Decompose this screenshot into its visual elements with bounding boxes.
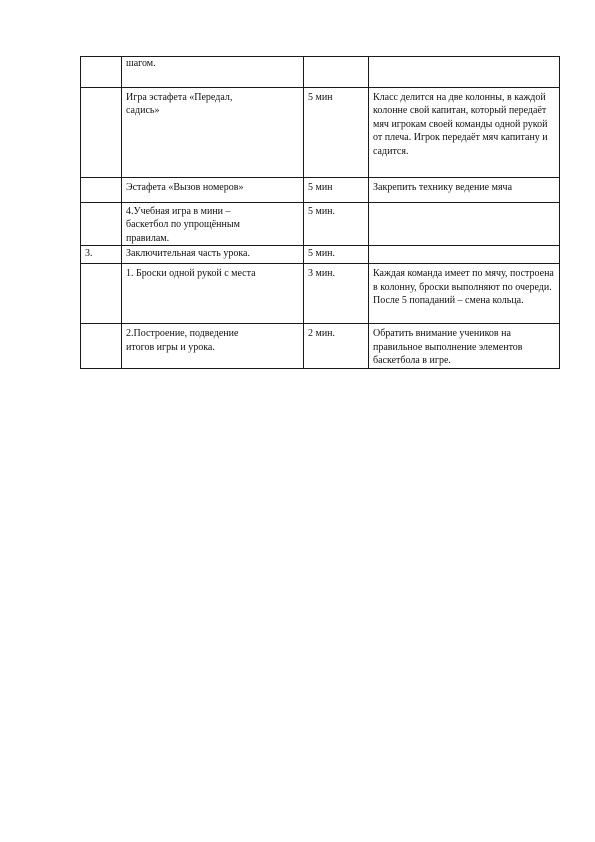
row-number-cell <box>81 264 122 324</box>
content-cell <box>122 324 304 369</box>
content-text: Заключительная часть урока. <box>126 248 250 260</box>
row-number-cell <box>81 88 122 178</box>
time-cell: 5 мин. <box>304 246 369 264</box>
content-text: Игра эстафета «Передал, садись» <box>126 92 233 117</box>
table-row <box>81 57 560 88</box>
table-row <box>81 88 560 178</box>
content-text: 1. Броски одной рукой с места <box>126 268 256 280</box>
row-number-cell <box>81 324 122 369</box>
content-cell <box>122 203 304 246</box>
content-cell <box>122 246 304 264</box>
time-cell: 5 мин <box>304 88 369 178</box>
row-number-cell <box>81 203 122 246</box>
content-text: 2.Построение, подведение итогов игры и урока. <box>126 328 239 353</box>
row-number-cell <box>81 178 122 203</box>
row-number-cell: 3. <box>81 246 122 264</box>
note-cell <box>369 203 560 246</box>
content-cell <box>122 57 304 88</box>
note-cell <box>369 57 560 88</box>
time-cell: 5 мин. <box>304 203 369 246</box>
content-text: 4.Учебная игра в мини – баскетбол по упрощённым правилам. <box>126 206 240 244</box>
content-cell <box>122 88 304 178</box>
row-number-cell <box>81 57 122 88</box>
table-row <box>81 246 560 264</box>
time-cell: 5 мин <box>304 178 369 203</box>
note-cell <box>369 246 560 264</box>
table-row <box>81 178 560 203</box>
time-cell <box>304 57 369 88</box>
lesson-plan-table <box>80 56 560 369</box>
content-cell <box>122 178 304 203</box>
content-cell <box>122 264 304 324</box>
time-cell: 3 мин. <box>304 264 369 324</box>
note-cell: Обратить внимание учеников на правильное выполнение элементов баскетбола в игре. <box>369 324 560 369</box>
table-row <box>81 203 560 246</box>
note-cell: Каждая команда имеет по мячу, построена в колонну, броски выполняют по очереди. После 5 попаданий – смена кольца. <box>369 264 560 324</box>
time-cell: 2 мин. <box>304 324 369 369</box>
table-row <box>81 264 560 324</box>
content-text: шагом. <box>126 58 156 69</box>
content-text: Эстафета «Вызов номеров» <box>126 182 244 193</box>
table-row <box>81 324 560 369</box>
note-cell: Класс делится на две колонны, в каждой колонне свой капитан, который передаёт мяч игрокам своей команды одной рукой от плеча. Игрок передаёт мяч капитану и садится. <box>369 88 560 178</box>
note-cell: Закрепить технику ведение мяча <box>369 178 560 203</box>
